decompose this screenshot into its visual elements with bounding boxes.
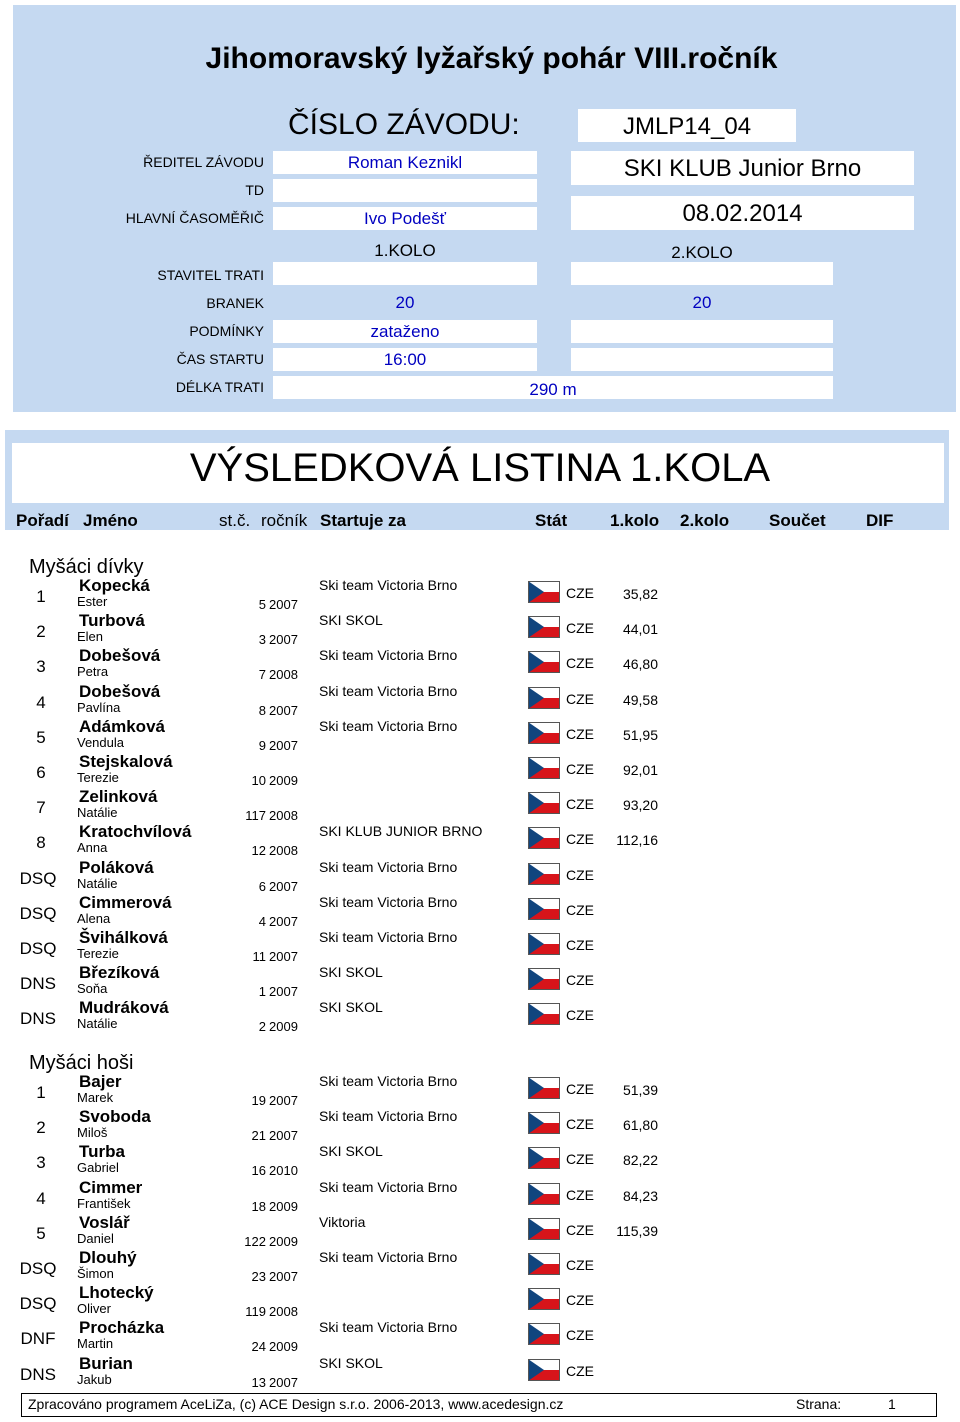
- result-bib: 12: [251, 843, 266, 859]
- result-country: CZE: [566, 1292, 594, 1309]
- result-country: CZE: [566, 1327, 594, 1344]
- result-time-run1: 51,39: [622, 1082, 658, 1098]
- timekeeper-value: Ivo Podešť: [273, 207, 537, 230]
- result-year: 2009: [269, 773, 298, 788]
- result-country: CZE: [566, 1257, 594, 1273]
- result-year: 2007: [269, 949, 298, 964]
- result-country: CZE: [566, 655, 594, 672]
- result-club: SKI KLUB JUNIOR BRNO: [319, 823, 483, 840]
- result-first-name: Šimon: [77, 1266, 114, 1281]
- result-country: CZE: [566, 585, 594, 601]
- director-label: ŘEDITEL ZÁVODU: [143, 154, 264, 170]
- result-country: CZE: [566, 866, 594, 883]
- result-club: Ski team Victoria Brno: [319, 577, 458, 593]
- result-club: Ski team Victoria Brno: [319, 1249, 458, 1265]
- result-bib: 6: [258, 878, 266, 894]
- result-surname: Turba: [79, 1142, 125, 1162]
- czech-flag-icon: [528, 687, 560, 709]
- result-time-run1: 82,22: [622, 1152, 658, 1169]
- result-country: CZE: [566, 972, 594, 989]
- result-surname: Bajer: [79, 1072, 122, 1091]
- result-country: CZE: [566, 1116, 594, 1133]
- result-time-run1: 46,80: [622, 656, 658, 673]
- result-year: 2009: [269, 1339, 298, 1355]
- run2-label: 2.KOLO: [671, 243, 733, 262]
- result-year: 2007: [269, 632, 298, 648]
- result-club: Ski team Victoria Brno: [319, 1108, 458, 1125]
- result-surname: Adámková: [79, 716, 165, 736]
- result-rank: DSQ: [19, 1294, 57, 1314]
- czech-flag-icon: [528, 581, 560, 603]
- result-club: Ski team Victoria Brno: [319, 929, 458, 945]
- result-year: 2007: [269, 913, 298, 929]
- result-country: CZE: [566, 1186, 594, 1203]
- result-time-run1: 44,01: [622, 621, 658, 638]
- result-bib: 23: [251, 1269, 266, 1284]
- result-bib: 5: [258, 597, 266, 612]
- result-surname: Dobešová: [79, 646, 161, 666]
- result-surname: Burian: [79, 1353, 133, 1373]
- gates-run2: 20: [692, 293, 712, 312]
- col-club: Startuje za: [320, 511, 406, 530]
- result-country: CZE: [566, 831, 594, 848]
- result-time-run1: 35,82: [622, 586, 658, 602]
- result-rank: 2: [36, 1118, 46, 1138]
- page-number: 1: [888, 1396, 896, 1412]
- result-rank: 5: [36, 727, 46, 747]
- result-rank: DSQ: [19, 868, 57, 888]
- czech-flag-icon: [528, 827, 560, 849]
- result-bib: 10: [251, 773, 266, 788]
- result-time-run1: 49,58: [622, 691, 658, 708]
- result-country: CZE: [566, 901, 594, 918]
- result-time-run1: 115,39: [616, 1222, 658, 1239]
- result-country: CZE: [566, 725, 594, 742]
- result-surname: Dobešová: [79, 681, 161, 701]
- result-rank: DNS: [20, 1009, 56, 1029]
- result-year: 2007: [269, 878, 298, 894]
- result-bib: 21: [251, 1128, 266, 1144]
- result-rank: 8: [36, 833, 46, 853]
- result-surname: Lhotecký: [79, 1283, 154, 1303]
- result-time-run1: 51,95: [622, 726, 658, 743]
- result-country: CZE: [566, 1081, 594, 1097]
- result-year: 2009: [269, 1019, 298, 1035]
- result-year: 2009: [269, 1233, 298, 1249]
- col-dif: DIF: [866, 511, 894, 530]
- result-year: 2008: [269, 808, 298, 824]
- result-bib: 3: [258, 632, 266, 648]
- result-year: 2008: [269, 1304, 298, 1320]
- result-rank: DNS: [20, 1364, 56, 1384]
- result-country: CZE: [566, 690, 594, 707]
- result-year: 2008: [269, 667, 298, 683]
- result-year: 2007: [269, 1093, 298, 1108]
- result-first-name: Martin: [77, 1336, 114, 1352]
- result-rank: 3: [36, 657, 46, 677]
- result-year: 2007: [269, 1269, 298, 1284]
- czech-flag-icon: [528, 1288, 560, 1310]
- setter-run1: [273, 262, 537, 285]
- czech-flag-icon: [528, 898, 560, 920]
- result-bib: 11: [252, 949, 266, 964]
- result-bib: 2: [258, 1019, 266, 1035]
- result-bib: 13: [251, 1374, 266, 1390]
- footer-text: Zpracováno programem AceLiZa, (c) ACE Design s.r.o. 2006-2013, www.acedesign.cz: [28, 1396, 564, 1412]
- conditions-run1: zataženo: [273, 320, 537, 343]
- result-club: Viktoria: [319, 1213, 366, 1230]
- setter-label: STAVITEL TRATI: [157, 267, 264, 283]
- start-time-run2: [571, 348, 833, 371]
- col-run2: 2.kolo: [680, 511, 730, 530]
- result-country: CZE: [566, 1221, 594, 1238]
- result-surname: Cimmerová: [79, 892, 172, 912]
- result-surname: Procházka: [79, 1318, 165, 1338]
- result-time-run1: 61,80: [622, 1117, 658, 1134]
- result-rank: 6: [36, 763, 46, 782]
- result-rank: 7: [36, 798, 46, 818]
- czech-flag-icon: [528, 1253, 560, 1275]
- start-time-run1: 16:00: [273, 348, 537, 371]
- result-first-name: Marek: [77, 1090, 114, 1105]
- result-club: SKI SKOL: [319, 612, 383, 629]
- result-surname: Cimmer: [79, 1177, 143, 1197]
- result-club: Ski team Victoria Brno: [319, 717, 458, 734]
- result-surname: Kopecká: [79, 576, 150, 595]
- race-number: JMLP14_04: [578, 109, 796, 142]
- result-time-run1: 93,20: [622, 797, 658, 814]
- col-name: Jméno: [83, 511, 138, 530]
- result-first-name: Anna: [77, 840, 108, 856]
- gates-run1: 20: [395, 293, 415, 312]
- result-year: 2007: [269, 1128, 298, 1144]
- result-rank: DSQ: [19, 1259, 57, 1278]
- category-title: Myšáci dívky: [29, 556, 144, 578]
- result-first-name: Gabriel: [77, 1160, 119, 1176]
- col-bib: st.č.: [219, 511, 251, 530]
- result-country: CZE: [566, 1362, 594, 1379]
- result-time-run1: 92,01: [622, 762, 658, 778]
- result-surname: Kratochvílová: [79, 822, 192, 842]
- czech-flag-icon: [528, 616, 560, 638]
- result-surname: Svoboda: [79, 1107, 151, 1127]
- result-club: Ski team Victoria Brno: [319, 647, 458, 664]
- col-country: Stát: [535, 511, 568, 530]
- czech-flag-icon: [528, 1112, 560, 1134]
- result-club: Ski team Victoria Brno: [319, 893, 458, 910]
- result-bib: 1: [258, 984, 266, 1000]
- result-rank: 2: [36, 622, 46, 642]
- czech-flag-icon: [528, 863, 560, 885]
- result-year: 2010: [269, 1163, 298, 1179]
- czech-flag-icon: [528, 651, 560, 673]
- result-year: 2007: [269, 702, 298, 718]
- setter-run2: [571, 262, 833, 285]
- result-rank: DNF: [20, 1329, 56, 1349]
- result-first-name: Alena: [77, 910, 111, 926]
- result-club: SKI SKOL: [319, 1354, 383, 1371]
- length-label: DÉLKA TRATI: [175, 379, 264, 395]
- result-first-name: Elen: [77, 629, 104, 645]
- result-first-name: Vendula: [77, 734, 124, 750]
- result-rank: DNS: [20, 974, 56, 994]
- result-club: Ski team Victoria Brno: [319, 1073, 458, 1089]
- czech-flag-icon: [528, 722, 560, 744]
- result-club: SKI SKOL: [319, 999, 383, 1016]
- result-rank: 1: [36, 1083, 46, 1102]
- footer: [21, 1393, 937, 1417]
- category-title: Myšáci hoši: [29, 1052, 134, 1074]
- result-year: 2007: [269, 1374, 298, 1390]
- result-rank: 3: [36, 1153, 46, 1173]
- length-value: 290 m: [529, 380, 577, 399]
- czech-flag-icon: [528, 1003, 560, 1025]
- result-first-name: Petra: [77, 664, 109, 680]
- result-club: Ski team Victoria Brno: [319, 1319, 458, 1336]
- result-rank: 1: [36, 587, 46, 606]
- result-surname: Švihálková: [79, 928, 168, 947]
- result-first-name: Oliver: [77, 1301, 111, 1317]
- result-first-name: Ester: [77, 594, 108, 609]
- czech-flag-icon: [528, 792, 560, 814]
- result-country: CZE: [566, 937, 594, 953]
- result-bib: 122: [244, 1233, 266, 1249]
- td-value: [273, 179, 537, 202]
- race-date: 08.02.2014: [571, 196, 914, 230]
- result-bib: 117: [245, 808, 266, 824]
- timekeeper-label: HLAVNÍ ČASOMĚŘIČ: [125, 210, 264, 226]
- competition-title: Jihomoravský lyžařský pohár VIII.ročník: [205, 42, 778, 75]
- td-label: TD: [245, 182, 264, 198]
- page-label: Strana:: [796, 1396, 842, 1412]
- result-bib: 7: [258, 667, 266, 683]
- czech-flag-icon: [528, 1077, 560, 1099]
- result-bib: 119: [245, 1304, 266, 1320]
- result-country: CZE: [566, 1007, 594, 1024]
- result-country: CZE: [566, 796, 594, 813]
- result-surname: Mudráková: [79, 998, 169, 1018]
- czech-flag-icon: [528, 1218, 560, 1240]
- czech-flag-icon: [528, 1147, 560, 1169]
- conditions-label: PODMÍNKY: [189, 323, 264, 339]
- gates-label: BRANEK: [206, 295, 264, 311]
- result-bib: 16: [251, 1163, 266, 1179]
- result-year: 2007: [269, 737, 298, 753]
- result-club: Ski team Victoria Brno: [319, 858, 458, 875]
- result-bib: 24: [251, 1339, 266, 1355]
- czech-flag-icon: [528, 968, 560, 990]
- result-country: CZE: [566, 1151, 594, 1168]
- result-surname: Turbová: [79, 611, 145, 631]
- czech-flag-icon: [528, 933, 560, 955]
- result-bib: 8: [258, 702, 266, 718]
- conditions-run2: [571, 320, 833, 343]
- result-rank: DSQ: [19, 939, 57, 958]
- result-first-name: Terezie: [77, 946, 119, 961]
- results-title: VÝSLEDKOVÁ LISTINA 1.KOLA: [189, 446, 771, 490]
- result-rank: DSQ: [19, 903, 57, 923]
- result-first-name: Pavlína: [77, 699, 121, 715]
- result-first-name: Natálie: [77, 805, 118, 821]
- result-first-name: Daniel: [77, 1230, 114, 1246]
- czech-flag-icon: [528, 757, 560, 779]
- result-time-run1: 84,23: [622, 1187, 658, 1204]
- race-number-label: ČÍSLO ZÁVODU:: [288, 108, 520, 141]
- result-bib: 9: [258, 737, 266, 753]
- czech-flag-icon: [528, 1323, 560, 1345]
- col-rank: Pořadí: [16, 511, 69, 530]
- result-first-name: Natálie: [77, 875, 118, 891]
- result-year: 2008: [269, 843, 298, 859]
- result-surname: Dlouhý: [79, 1248, 137, 1267]
- result-first-name: Soňa: [77, 981, 108, 997]
- result-country: CZE: [566, 620, 594, 637]
- czech-flag-icon: [528, 1359, 560, 1381]
- result-year: 2007: [269, 597, 298, 612]
- result-surname: Zelinková: [79, 787, 158, 807]
- col-year: ročník: [261, 511, 308, 530]
- result-country: CZE: [566, 761, 594, 777]
- col-run1: 1.kolo: [610, 511, 660, 530]
- czech-flag-icon: [528, 1183, 560, 1205]
- result-surname: Stejskalová: [79, 752, 173, 771]
- result-surname: Březíková: [79, 963, 160, 983]
- start-time-label: ČAS STARTU: [176, 351, 264, 367]
- run1-label: 1.KOLO: [374, 241, 436, 260]
- result-first-name: Miloš: [77, 1125, 108, 1141]
- result-club: Ski team Victoria Brno: [319, 1178, 458, 1195]
- result-rank: 4: [36, 692, 46, 712]
- result-first-name: Terezie: [77, 770, 119, 785]
- result-bib: 18: [251, 1198, 266, 1214]
- result-bib: 19: [251, 1093, 266, 1108]
- result-rank: 4: [36, 1188, 46, 1208]
- director-value: Roman Keznikl: [273, 151, 537, 174]
- result-surname: Poláková: [79, 857, 154, 877]
- result-first-name: František: [77, 1195, 131, 1211]
- result-rank: 5: [36, 1223, 46, 1243]
- result-club: SKI SKOL: [319, 964, 383, 981]
- result-time-run1: 112,16: [616, 832, 658, 849]
- result-year: 2007: [269, 984, 298, 1000]
- organizer-club: SKI KLUB Junior Brno: [571, 151, 914, 185]
- result-year: 2009: [269, 1198, 298, 1214]
- result-first-name: Jakub: [77, 1371, 112, 1387]
- result-club: Ski team Victoria Brno: [319, 682, 458, 699]
- result-bib: 4: [258, 913, 266, 929]
- result-club: SKI SKOL: [319, 1143, 383, 1160]
- col-total: Součet: [769, 511, 826, 530]
- result-first-name: Natálie: [77, 1016, 118, 1032]
- result-surname: Voslář: [79, 1212, 130, 1232]
